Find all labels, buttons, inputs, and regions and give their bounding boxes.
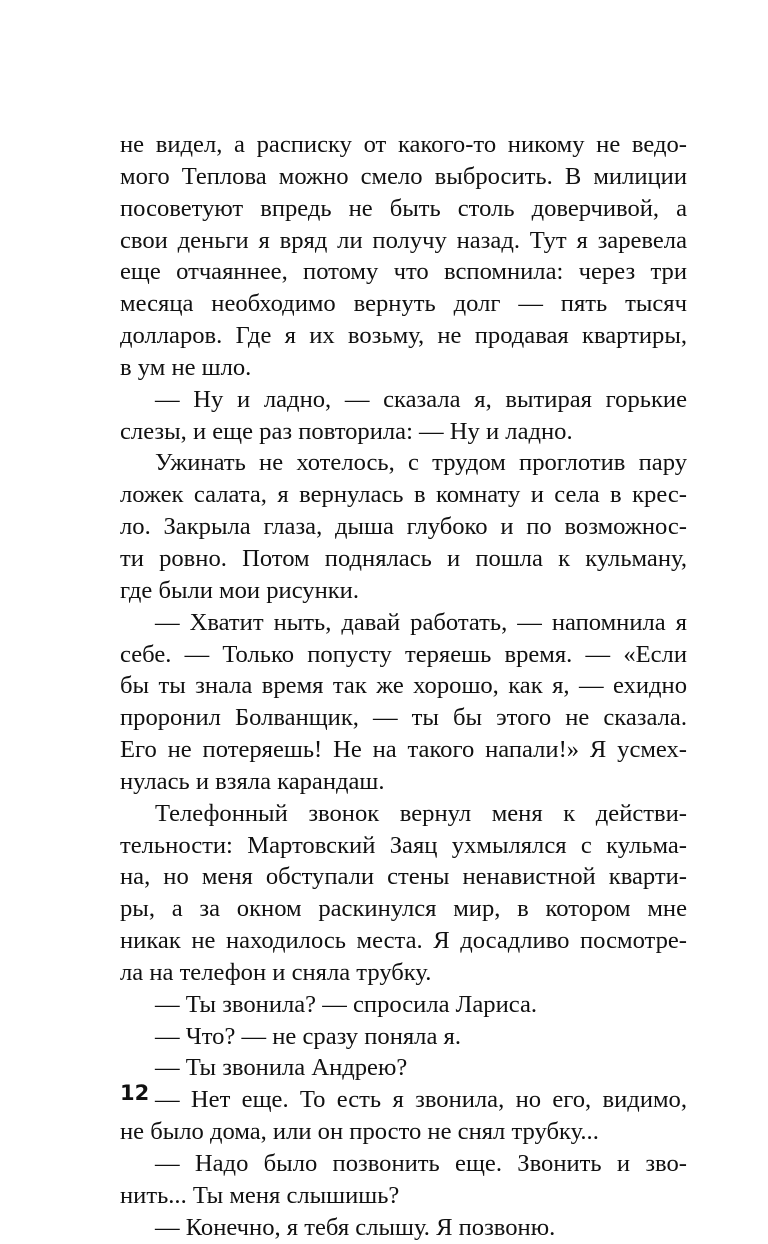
text-line: слезы, и еще раз повторила: — Ну и ладно. xyxy=(120,417,573,445)
text-line: тельности: Мартовский Заяц ухмылялся с кульма- xyxy=(120,831,687,859)
text-line: — Надо было позвонить еще. Звонить и зво- xyxy=(155,1150,687,1177)
text-line: свои деньги я вряд ли получу назад. Тут я заревела xyxy=(120,226,687,254)
text-line: в ум не шло. xyxy=(120,353,252,381)
text-line: нулась и взяла карандаш. xyxy=(120,767,385,795)
text-line: никак не находилось места. Я досадливо посмотре- xyxy=(120,927,687,955)
text-line: ложек салата, я вернулась в комнату и села в крес- xyxy=(120,481,687,509)
text-line: ла на телефон и сняла трубку. xyxy=(120,958,432,986)
text-line: где были мои рисунки. xyxy=(120,576,359,604)
text-line: на, но меня обступали стены ненавистной кварти- xyxy=(120,863,687,891)
text-line: — Конечно, я тебя слышу. Я позвоню. xyxy=(155,1213,556,1241)
text-line: бы ты знала время так же хорошо, как я, — ехидно xyxy=(120,672,687,700)
text-line: — Что? — не сразу поняла я. xyxy=(155,1022,461,1050)
text-line: — Хватит ныть, давай работать, — напомнила я xyxy=(155,608,687,636)
text-line: долларов. Где я их возьму, не продавая квартиры, xyxy=(120,322,687,350)
text-line: — Нет еще. То есть я звонила, но его, видимо, xyxy=(155,1086,687,1114)
text-line: нить... Ты меня слышишь? xyxy=(120,1181,400,1209)
body-text xyxy=(120,129,687,1244)
text-line: — Ты звонила Андрею? xyxy=(155,1054,408,1082)
text-line: — Ты звонила? — спросила Лариса. xyxy=(155,990,538,1018)
text-line: ры, а за окном раскинулся мир, в котором мне xyxy=(120,895,687,923)
text-line: мого Теплова можно смело выбросить. В милиции xyxy=(120,162,687,190)
text-line: ти ровно. Потом поднялась и пошла к кульману, xyxy=(120,544,687,572)
text-line: проронил Болванщик, — ты бы этого не сказала. xyxy=(120,704,687,732)
text-line: не было дома, или он просто не снял трубку... xyxy=(120,1118,599,1146)
text-line: не видел, а расписку от какого-то никому не ведо- xyxy=(120,131,687,158)
text-line: месяца необходимо вернуть долг — пять тысяч xyxy=(120,290,687,318)
text-line: ло. Закрыла глаза, дыша глубоко и по возможнос- xyxy=(120,513,687,541)
text-line: посоветуют впредь не быть столь доверчивой, а xyxy=(120,194,687,222)
text-line: Ужинать не хотелось, с трудом проглотив пару xyxy=(155,449,687,477)
text-line: — Ну и ладно, — сказала я, вытирая горькие xyxy=(155,385,687,413)
text-line: Телефонный звонок вернул меня к действи- xyxy=(155,799,687,827)
text-line: Его не потеряешь! Не на такого напали!» Я усмех- xyxy=(120,736,687,764)
text-line: себе. — Только попусту теряешь время. — «Если xyxy=(120,640,687,668)
page-number: 12 xyxy=(120,1081,150,1105)
text-line: еще отчаяннее, потому что вспомнила: через три xyxy=(120,258,687,286)
